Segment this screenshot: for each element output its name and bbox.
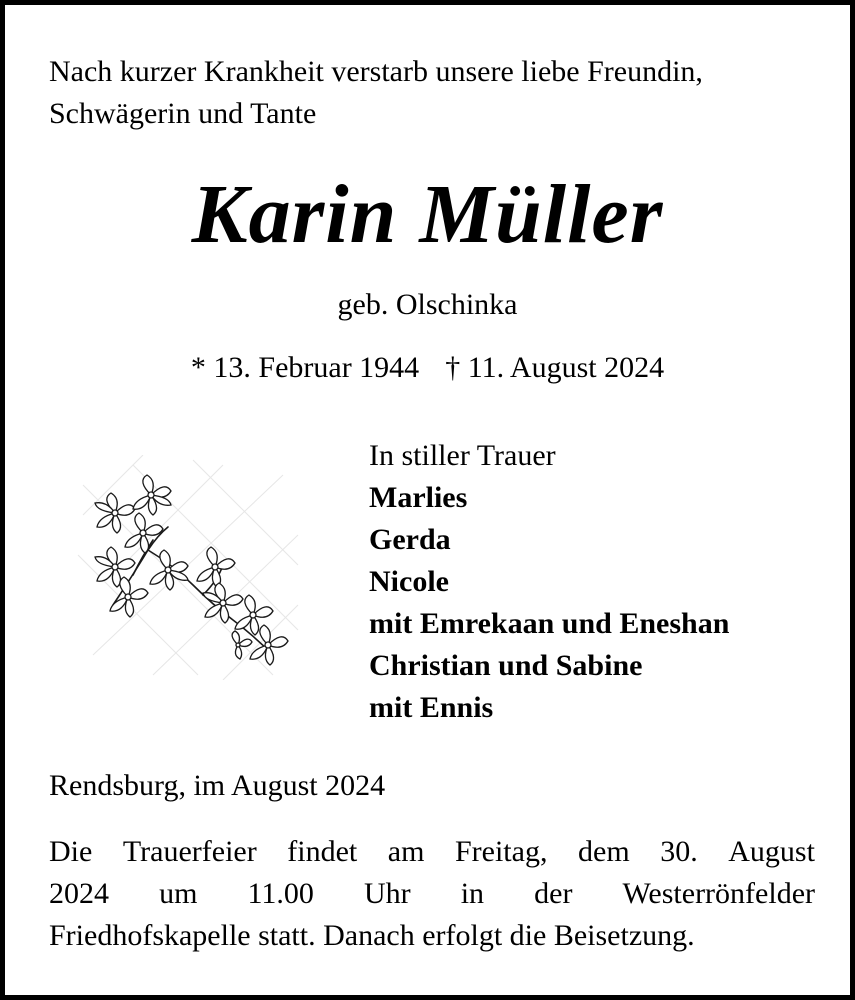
service-line-1 [49,831,815,873]
service-word: 11.00 [247,877,314,910]
service-word: um [159,877,198,910]
mourner-name: mit Emrekaan und Eneshan [369,607,730,640]
mourner-name: Christian und Sabine [369,649,643,682]
mourner-name: Nicole [369,565,449,598]
service-word: Freitag, [454,835,548,868]
service-word: der [534,877,573,910]
service-word: dem [578,835,630,868]
service-word: findet [287,835,358,868]
life-dates [5,346,850,390]
funeral-service-info [49,831,815,957]
death-date: † 11. August 2024 [445,351,665,384]
mourners-list [369,435,839,729]
intro-line-1: Nach kurzer Krankheit verstarb unsere liebe Freundin, [49,55,703,88]
service-word: Uhr [363,877,411,910]
service-word: 2024 [49,877,109,910]
service-word: 30. [660,835,698,868]
intro-line-2: Schwägerin und Tante [49,97,317,130]
place-and-date: Rendsburg, im August 2024 [49,769,386,802]
service-line-3: Friedhofskapelle statt. Danach erfolgt die Beisetzung. [49,919,695,952]
deceased-name: Karin Müller [191,168,664,261]
service-line-2 [49,873,815,915]
orchid-branch-icon [73,455,303,680]
mourner-name: Marlies [369,481,468,514]
service-word: am [387,835,425,868]
birth-name: geb. Olschinka [337,288,518,321]
mourner-name: Gerda [369,523,451,556]
service-word: August [728,835,815,868]
service-word: Die [49,835,93,868]
service-word: Trauerfeier [122,835,257,868]
intro-text [49,51,829,135]
service-word: Westerrönfelder [622,877,815,910]
mourning-lead: In stiller Trauer [369,439,556,472]
service-word: in [460,877,485,910]
birth-date: * 13. Februar 1944 [190,351,420,384]
mourner-name: mit Ennis [369,691,494,724]
